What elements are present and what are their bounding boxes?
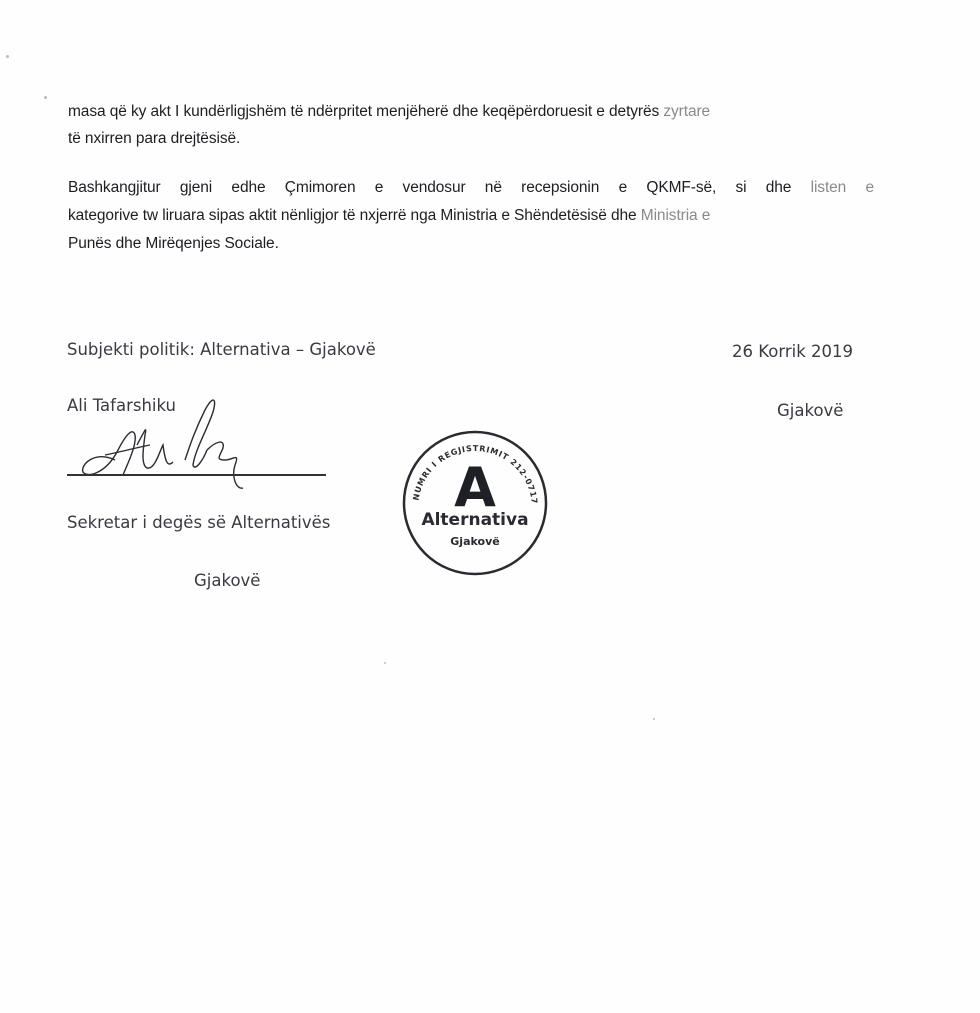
scan-speck (6, 55, 9, 58)
paragraph-2-line-1: Bashkangjitur gjeni edhe Çmimoren e vendosur në recepsionin e QKMF-së, si dhe listen e (68, 179, 874, 196)
paragraph-1-line-1: masa që ky akt I kundërligjshëm të ndërpritet menjëherë dhe keqëpërdoruesit e detyrës zyrtare (68, 103, 711, 120)
scan-speck (653, 718, 655, 720)
svg-text:Alternativa: Alternativa (421, 510, 529, 530)
signer-title: Sekretar i degës së Alternativës (67, 513, 331, 532)
signer-place: Gjakovë (194, 571, 261, 590)
scan-speck (384, 662, 386, 664)
paragraph-1-line-2: të nxirren para drejtësisë. (68, 130, 241, 147)
scan-speck (44, 96, 47, 99)
paragraph-2 (68, 179, 874, 259)
handwritten-signature (75, 390, 265, 495)
date-place: Gjakovë (777, 401, 844, 420)
political-subject-label: Subjekti politik: Alternativa – Gjakovë (67, 340, 376, 359)
paragraph-2-line-3: Punës dhe Mirëqenjes Sociale. (68, 235, 279, 252)
svg-text:A: A (454, 456, 496, 519)
signature-line (67, 474, 326, 476)
signer-name: Ali Tafarshiku (67, 396, 177, 415)
paragraph-2-line-2: kategorive tw liruara sipas aktit nënligjor të nxjerrë nga Ministria e Shëndetësisë dhe Ministria e (68, 207, 711, 224)
document-date: 26 Korrik 2019 (732, 342, 853, 361)
official-stamp (400, 428, 550, 578)
svg-text:Gjakovë: Gjakovë (450, 535, 500, 548)
svg-text:NUMRI I REGJISTRIMIT 212-0717: NUMRI I REGJISTRIMIT 212-0717 (411, 443, 539, 505)
paragraph-1 (68, 103, 874, 153)
